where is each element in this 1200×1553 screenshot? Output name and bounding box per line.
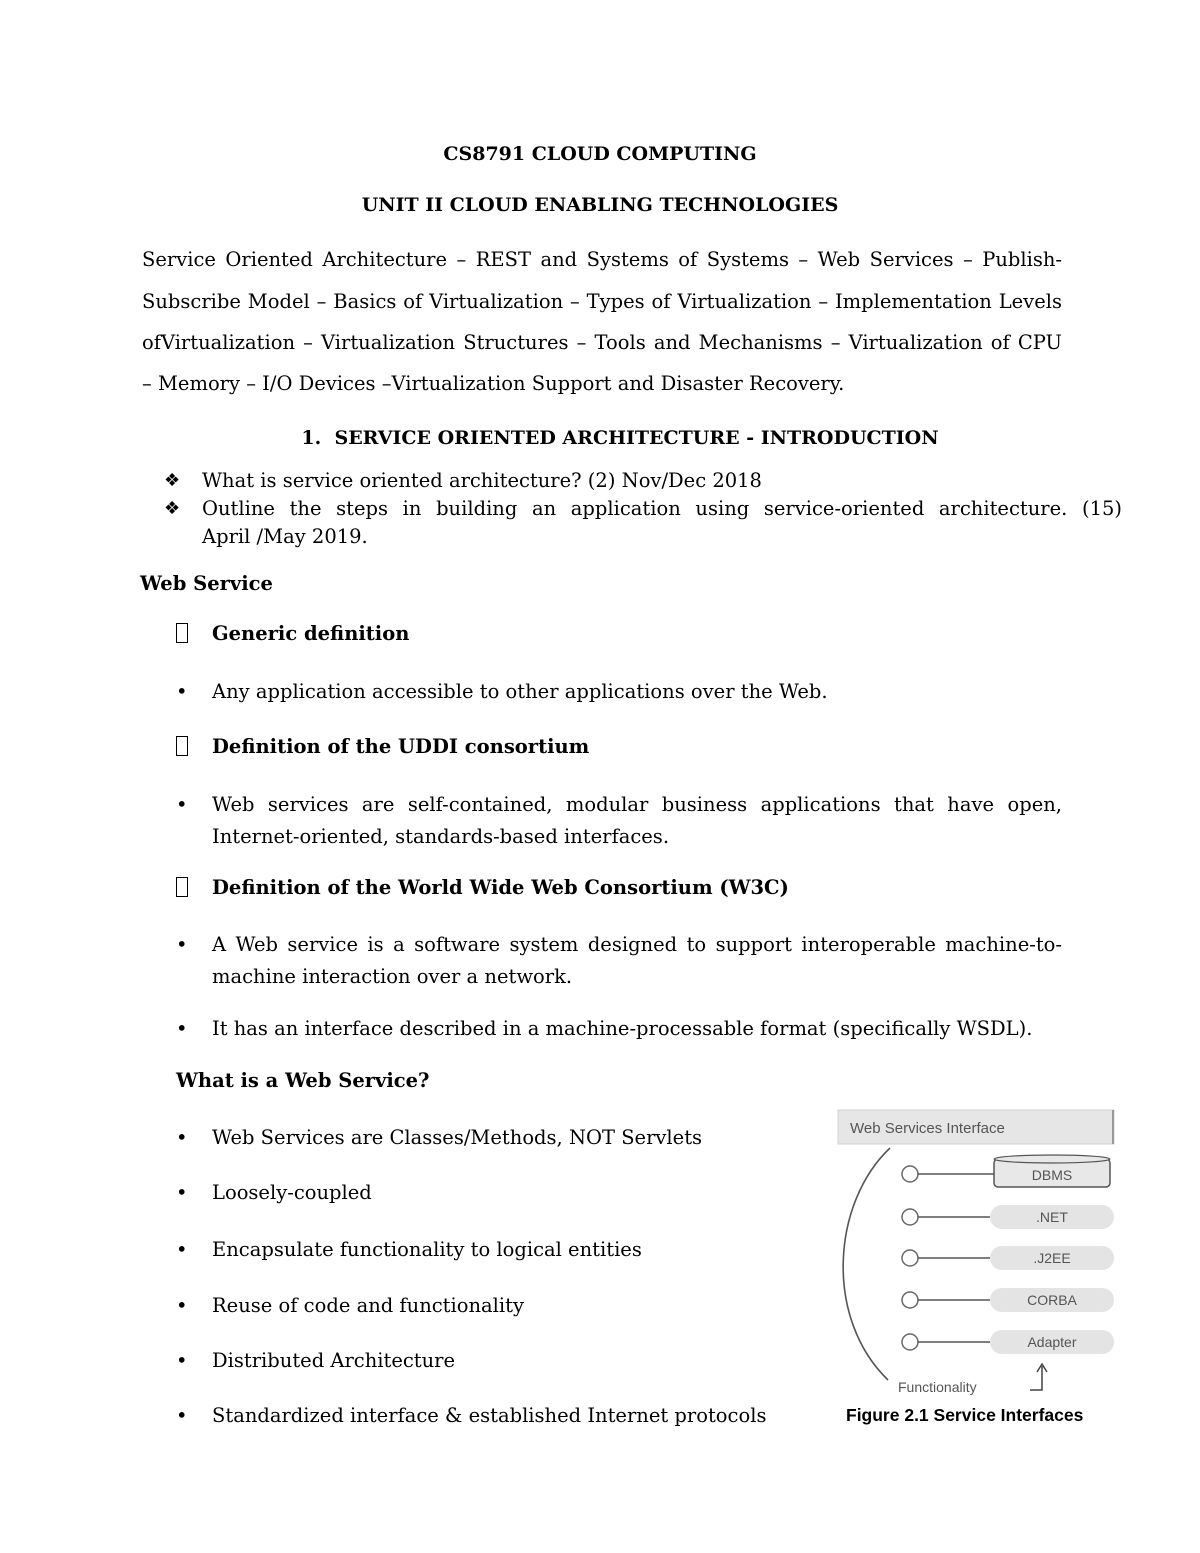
section-number: 1. — [301, 427, 322, 449]
functionality-label: Functionality — [898, 1379, 977, 1395]
definition-title: Generic definition — [212, 622, 410, 645]
checkbox-icon — [176, 877, 188, 897]
bullet-icon: • — [176, 1126, 188, 1149]
bullet-icon: • — [176, 933, 188, 956]
bullet-text: Encapsulate functionality to logical entities — [212, 1238, 642, 1261]
bullet-text: A Web service is a software system designed to support interoperable machine-to- — [212, 933, 1062, 956]
bullet-text: Web services are self-contained, modular business applications that have open, — [212, 793, 1062, 816]
figure-caption: Figure 2.1 Service Interfaces — [846, 1405, 1084, 1425]
service-interfaces-figure — [832, 1108, 1122, 1404]
question-text: Outline the steps in building an application using service-oriented architecture. (15) — [202, 497, 1122, 520]
bullet-icon: • — [176, 1349, 188, 1372]
up-arrow-icon — [1030, 1366, 1042, 1390]
bullet-icon: • — [176, 793, 188, 816]
bullet-text: Loosely-coupled — [212, 1181, 372, 1204]
diamond-bullet-icon: ❖ — [164, 470, 181, 491]
connector-icon — [902, 1209, 918, 1225]
connector-icon — [902, 1250, 918, 1266]
definition-title: Definition of the World Wide Web Consortium (W3C) — [212, 876, 789, 899]
bullet-text: Any application accessible to other applications over the Web. — [212, 680, 828, 703]
bullet-icon: • — [176, 680, 188, 703]
component-label: DBMS — [1031, 1167, 1073, 1183]
what-is-heading: What is a Web Service? — [176, 1069, 430, 1092]
connector-icon — [902, 1292, 918, 1308]
checkbox-icon — [176, 623, 188, 643]
connector-icon — [902, 1166, 918, 1182]
syllabus-line: – Memory – I/O Devices –Virtualization Support and Disaster Recovery. — [142, 372, 845, 395]
question-text: April /May 2019. — [202, 525, 368, 548]
component-label: .NET — [1036, 1209, 1068, 1225]
definition-title: Definition of the UDDI consortium — [212, 735, 590, 758]
definition-heading — [176, 735, 589, 758]
bullet-icon: • — [176, 1017, 188, 1040]
bullet-text: Standardized interface & established Internet protocols — [212, 1404, 767, 1427]
component-label: CORBA — [1027, 1292, 1077, 1308]
course-title: CS8791 CLOUD COMPUTING — [443, 143, 757, 165]
diamond-bullet-icon: ❖ — [164, 498, 181, 519]
question-text: What is service oriented architecture? (2) Nov/Dec 2018 — [202, 469, 762, 492]
web-service-heading: Web Service — [140, 572, 273, 595]
bullet-text: machine interaction over a network. — [212, 965, 573, 988]
checkbox-icon — [176, 736, 188, 756]
unit-title: UNIT II CLOUD ENABLING TECHNOLOGIES — [361, 194, 839, 216]
component-label: .J2EE — [1033, 1250, 1071, 1266]
connector-icon — [902, 1334, 918, 1350]
bullet-icon: • — [176, 1294, 188, 1317]
bullet-icon: • — [176, 1404, 188, 1427]
bullet-text: Reuse of code and functionality — [212, 1294, 525, 1317]
section-title: SERVICE ORIENTED ARCHITECTURE - INTRODUCTION — [334, 427, 939, 449]
syllabus-line: Service Oriented Architecture – REST and Systems of Systems – Web Services – Publish- — [142, 248, 1062, 271]
bracket-curve — [843, 1148, 890, 1380]
bullet-text: Internet-oriented, standards-based interfaces. — [212, 825, 670, 848]
bullet-text: Distributed Architecture — [212, 1349, 456, 1372]
interface-label: Web Services Interface — [850, 1120, 1005, 1137]
definition-heading — [176, 876, 789, 899]
bullet-icon: • — [176, 1238, 188, 1261]
syllabus-line: Subscribe Model – Basics of Virtualization – Types of Virtualization – Implementation Levels — [142, 290, 1062, 313]
bullet-text: Web Services are Classes/Methods, NOT Servlets — [212, 1126, 703, 1149]
section-heading — [0, 427, 1200, 449]
bullet-icon: • — [176, 1181, 188, 1204]
syllabus-line: ofVirtualization – Virtualization Structures – Tools and Mechanisms – Virtualization of CPU — [142, 331, 1062, 354]
component-label: Adapter — [1027, 1334, 1077, 1350]
bullet-text: It has an interface described in a machine-processable format (specifically WSDL). — [212, 1017, 1033, 1040]
definition-heading — [176, 622, 409, 645]
